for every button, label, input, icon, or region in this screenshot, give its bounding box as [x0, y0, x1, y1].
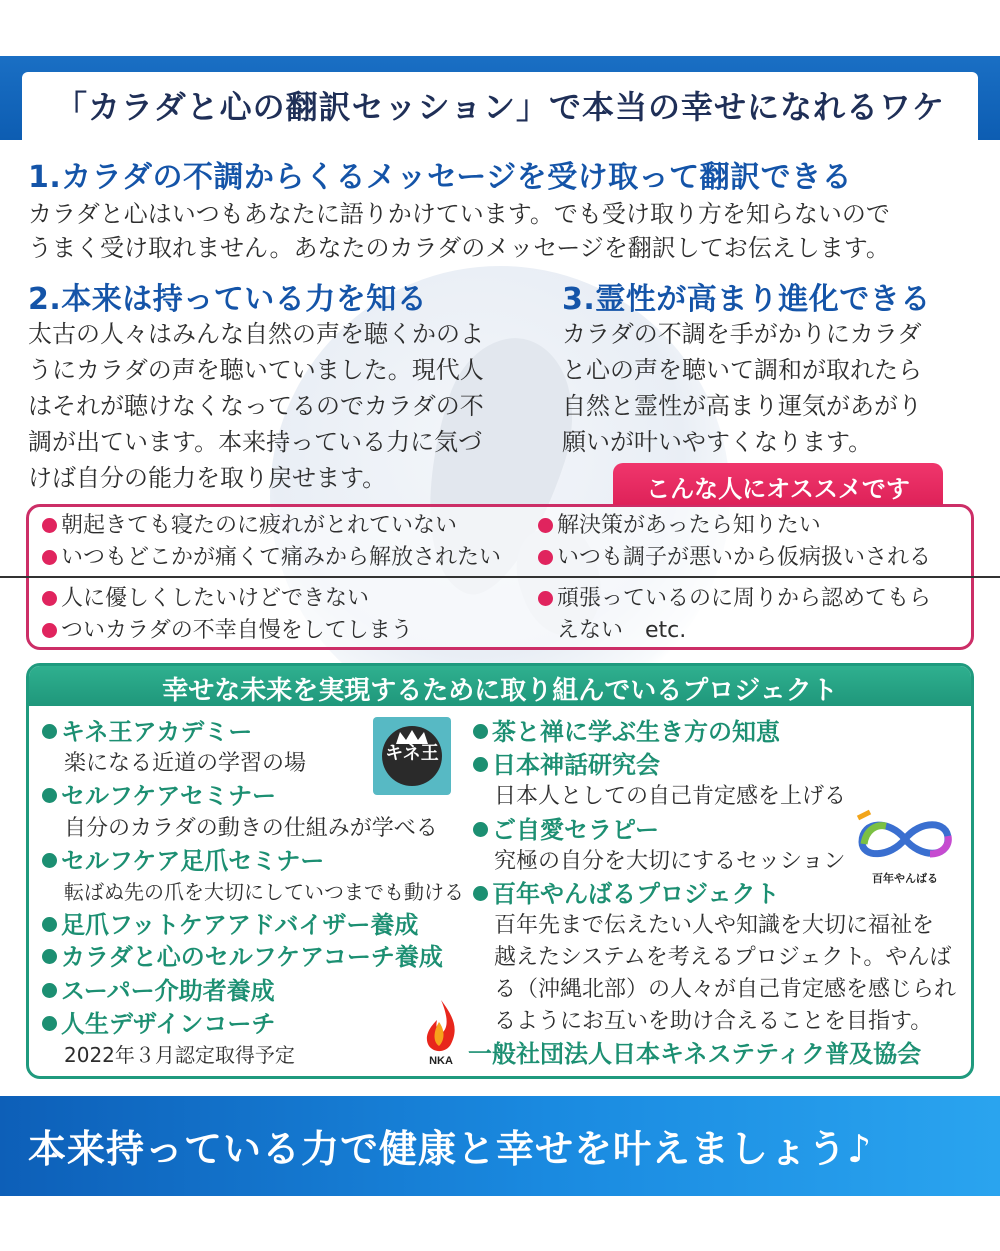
- bullet-icon: [42, 518, 57, 533]
- project-subtitle: 自分のカラダの動きの仕組みが学べる: [64, 816, 438, 841]
- project-title: 人生デザインコーチ: [42, 1004, 275, 1039]
- bullet-icon: [42, 983, 57, 998]
- yanbaru-logo-text: 百年やんばる: [872, 872, 938, 885]
- section-2-heading: 2.本来は持っている力を知る: [28, 282, 428, 317]
- divider-line: [0, 576, 1000, 578]
- bullet-icon: [538, 591, 553, 606]
- yanbaru-logo: [850, 808, 960, 888]
- infinity-icon: [850, 808, 960, 870]
- bullet-icon: [538, 550, 553, 565]
- nka-logo-text: NKA: [429, 1055, 453, 1067]
- footer-slogan: 本来持っている力で健康と幸せを叶えましょう♪: [28, 1127, 873, 1171]
- footer-band: [0, 1096, 1000, 1196]
- project-title: 百年やんばるプロジェクト: [473, 874, 780, 909]
- section-2-line: うにカラダの声を聴いていました。現代人: [28, 356, 484, 384]
- section-2-line: けば自分の能力を取り戻せます。: [28, 464, 387, 492]
- bullet-icon: [42, 853, 57, 868]
- bullet-icon: [42, 550, 57, 565]
- kine-o-logo: [373, 717, 451, 795]
- yanbaru-description-line: 百年先まで伝えたい人や知識を大切に福祉を: [494, 913, 935, 938]
- section-3-line: 願いが叶いやすくなります。: [562, 428, 873, 456]
- flyer: [0, 56, 1000, 1196]
- projects-heading: 幸せな未来を実現するために取り組んでいるプロジェクト: [162, 676, 838, 706]
- project-subtitle: 2022年３月認定取得予定: [64, 1043, 295, 1067]
- section-3-line: カラダの不調を手がかりにカラダ: [562, 320, 922, 348]
- project-title: 日本神話研究会: [473, 745, 660, 780]
- project-subtitle: 楽になる近道の学習の場: [64, 751, 307, 776]
- project-subtitle: 究極の自分を大切にするセッション: [494, 849, 846, 874]
- bullet-icon: [42, 788, 57, 803]
- project-title: カラダと心のセルフケアコーチ養成: [42, 937, 443, 972]
- recommend-item: いつも調子が悪いから仮病扱いされる: [538, 541, 931, 574]
- bullet-icon: [42, 724, 57, 739]
- section-3-line: 自然と霊性が高まり運気があがり: [562, 392, 922, 420]
- project-title: キネ王アカデミー: [42, 712, 252, 747]
- section-2-line: はそれが聴けなくなってるのでカラダの不: [28, 392, 484, 420]
- association-name: 一般社団法人日本キネステティク普及協会: [468, 1040, 922, 1068]
- section-1-heading: 1.カラダの不調からくるメッセージを受け取って翻訳できる: [28, 160, 853, 195]
- nka-flame-logo: [419, 998, 463, 1068]
- recommend-item: 朝起きても寝たのに疲れがとれていない: [42, 509, 457, 542]
- section-2-line: 太古の人々はみんな自然の声を聴くかのよ: [28, 320, 484, 348]
- bullet-icon: [42, 1016, 57, 1031]
- project-title: セルフケア足爪セミナー: [42, 841, 324, 876]
- project-title: セルフケアセミナー: [42, 776, 276, 811]
- recommend-tab-label: こんな人にオススメです: [646, 475, 910, 503]
- yanbaru-description-line: る（沖縄北部）の人々が自己肯定感を感じられ: [494, 977, 957, 1002]
- projects-header: [29, 666, 971, 706]
- section-3-heading: 3.霊性が高まり進化できる: [562, 282, 931, 317]
- bullet-icon: [473, 822, 488, 837]
- project-title: 茶と禅に学ぶ生き方の知恵: [473, 712, 780, 747]
- bullet-icon: [473, 886, 488, 901]
- section-1-line: カラダと心はいつもあなたに語りかけています。でも受け取り方を知らないので: [28, 200, 890, 228]
- recommend-tab: [613, 463, 943, 505]
- flame-icon: [419, 998, 463, 1068]
- recommend-item: いつもどこかが痛くて痛みから解放されたい: [42, 541, 501, 574]
- bullet-icon: [538, 518, 553, 533]
- recommend-item-continued: えない etc.: [557, 618, 687, 643]
- bullet-icon: [42, 623, 57, 638]
- project-title: スーパー介助者養成: [42, 971, 275, 1006]
- bullet-icon: [42, 917, 57, 932]
- section-1-line: うまく受け取れません。あなたのカラダのメッセージを翻訳してお伝えします。: [28, 234, 890, 262]
- project-subtitle: 転ばぬ先の爪を大切にしていつまでも動ける: [64, 880, 464, 904]
- yanbaru-description-line: 越えたシステムを考えるプロジェクト。やんば: [494, 945, 952, 970]
- header-title: 「カラダと心の翻訳セッション」で本当の幸せになれるワケ: [54, 88, 946, 126]
- kine-o-logo-text: キネ王: [385, 743, 439, 764]
- recommend-item: 頑張っているのに周りから認めてもら: [538, 582, 931, 615]
- project-title: ご自愛セラピー: [473, 810, 659, 845]
- project-title: 足爪フットケアアドバイザー養成: [42, 905, 418, 940]
- header-band: [0, 56, 1000, 140]
- section-2-line: 調が出ています。本来持っている力に気づ: [28, 428, 483, 456]
- bullet-icon: [473, 724, 488, 739]
- header-panel: [22, 72, 978, 140]
- bullet-icon: [473, 757, 488, 772]
- recommend-item: 解決策があったら知りたい: [538, 509, 821, 542]
- project-subtitle: 日本人としての自己肯定感を上げる: [494, 784, 847, 809]
- bullet-icon: [42, 591, 57, 606]
- section-3-line: と心の声を聴いて調和が取れたら: [562, 356, 922, 384]
- recommend-item: ついカラダの不幸自慢をしてしまう: [42, 614, 413, 647]
- kine-o-emblem: [382, 726, 442, 786]
- recommend-item: 人に優しくしたいけどできない: [42, 582, 369, 615]
- yanbaru-description-line: るようにお互いを助け合えることを目指す。: [494, 1009, 933, 1034]
- bullet-icon: [42, 949, 57, 964]
